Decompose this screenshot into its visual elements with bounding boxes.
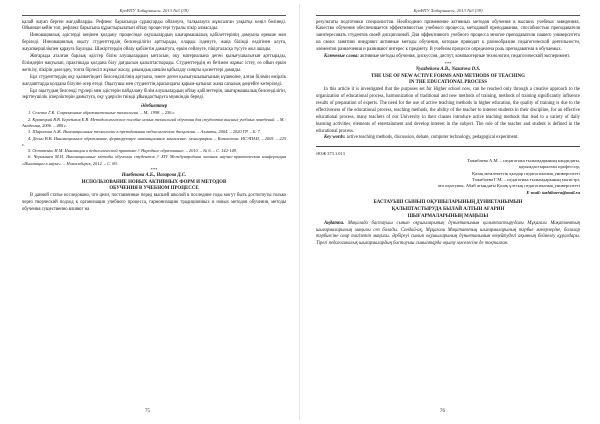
article-title: THE USE OF NEW ACTIVE FORMS AND METHODS OF TEACHING (371, 73, 525, 79)
article-title: ИСПОЛЬЗОВАНИЕ НОВЫХ АКТИВНЫХ ФОРМ И МЕТОДОВ (81, 179, 227, 185)
article-title: БАСТАУЫШ СЫНЫП ОҚУШЫЛАРЫНЫҢ ДҮНИЕТАНЫМЫН (373, 200, 523, 206)
references-heading: Әдебиеттер (140, 104, 168, 110)
article-authors: Ниябекова А.Б., Назарова Д.С. (121, 173, 187, 179)
affiliation-line: қауымдастырылған профессор, (518, 164, 580, 170)
running-head: ҚазҰПУ Хабаршысы, 2013 №3 (39) (316, 8, 580, 16)
affiliation-line: Тажибаева Г.М. – педагогика ғылымдарының магистрі, (471, 177, 580, 182)
keywords-label: Ключевые слова: (324, 54, 359, 60)
paragraph: Бұл студенттердің оқу қызметіндегі белсенділігінің артуына, пәнге деген қызығушылығының күшеюіне, алған білімін өмірлік жағдаяттарда қолдана білуіне әсер етеді. Оқытушы мен студенттің арасындағы қарым-қатынас жаңа сапалық деңгейге көтеріледі. (22, 74, 286, 87)
right-page (300, 0, 600, 424)
keywords-text: active teaching methods, discussion, debate, computer technology, pedagogical experiment. (346, 135, 519, 141)
abstract: In this article it is investigated that the purposes set for Higher school now, can be reached only through a creative approach to the organization of educational process, harmonization of traditional and new methods of training, methods of training significantly influence results of preparation of experts. The need for the use of active teaching methods in higher education, the quality of training is due to the effectiveness of the educational process, teaching methods, the ability of the teacher to interest students in their discipline, for an effective educational process, many teachers of our University in their classes introduce active teaching methods that lead to a variety of daily learning activities, elements of entertainment and develop interest in the subject. The role of the teacher and student is defined in the educational process. (316, 87, 580, 134)
page-number: 75 (145, 409, 150, 414)
page-number: 76 (440, 409, 445, 414)
reference-item: 1. Селевко Г.К. Современные образовательные технологии. – М., 1998. – 256 с. (28, 110, 176, 116)
reference-item: 3. Шарипова А.Ж. Инновационные технологии в преподавании педагогических дисциплин. – Алматы, 2004. – 2020 ГР. – Б. 7. (28, 129, 261, 135)
paragraph: қалай жауап берген жағдайларды. Рефлекс барысында сұрақтарды ойлануға, талқылауға жұмсалған уақытқа көңіл бөлінеді. Ойыннан кейін топ, рефлекс барысына құрастырылатын ойлау процестері туралы пікір алмасады. (22, 19, 286, 32)
affiliation-line: Тажибаева А.М. – педагогика ғылымдарының кандидаты, (466, 157, 580, 163)
article-title: ҚАЛЫПТАСТЫРУДА БЫЛАЙ АЛТЫН АҒАРИН (391, 207, 505, 213)
reference-item: 4. Десни В.В. Инновационное образование, формирующее инновационное мышление: монография. – Казахстан: ИСЭПАИ, – 2005. – 225 с. (22, 135, 286, 147)
article-title: ОБУЧЕНИЯ В УЧЕБНОМ ПРОЦЕССЕ (109, 186, 199, 192)
abstract-label: Аңдатпа. (324, 220, 345, 226)
keywords-text: активные методы обучения, дискуссия, диспут, компьютерные технологии, педагогический эксперимент. (360, 54, 571, 60)
paragraph: В данной статье исследовано, что цели, поставленные перед высшей школой в последние годы могут быть достигнуты только через творческий подход к организации учебного процесса, гармонизацию традиционных и новых методов обучения, методы обучения существенно влияют на (22, 193, 286, 213)
article-title: ШЫҒАРМАЛАРЫНЫҢ МАҢЫЗЫ (407, 213, 489, 219)
keywords (316, 135, 580, 142)
reference-item: 6. Чернышев М.И. Инновационные методы обучения студентов // XIV Международная заочная научно-практическая конференция «Инновации в науке». – Новосибирск, 2012. – С. 80. (22, 154, 286, 166)
paragraph: Инновациялық әдістерді кеңінен қолдану процесінде оқушылардың шығармашылық қабілеттерінің дамуына ерекше мән беріледі. Инновациялық оқыту студенттердің белсенділігін арттырады, оларды ізденуге, жаңа білімді өздігінен алуға, жауапкершілікпен қарауға баулиды. Шәкірттердің ойлау қабілетін дамытуға, еркін сөйлеуге, пікірталасқа түсуге жол ашады. (22, 33, 286, 53)
paragraph: результаты подготовки специалистов. Необходимо применение активных методов обучения в высших учебных заведениях. Качество обучения обеспечивается эффективностью учебного процесса, методикой преподавания, способностью преподавателя заинтересовать студентов своей дисциплиной. Для эффективного учебного процесса многие преподаватели нашего университета на своих занятиях внедряют активные методы обучения, которые приводят к разнообразию педагогической деятельности, элементов развлечения и развивают интерес к предмету. В учебном процессе определена роль преподавателя в обучаемых. (316, 19, 580, 53)
keywords-label: Key words: (324, 135, 346, 141)
separator: *** (444, 60, 452, 66)
udc-code: ӘОЖ 373.1.013 (316, 151, 345, 157)
paragraph: Бұл оқытудың белсенді түрлері мен әдістерін пайдалану білім алушылардың ойлау қабілеттерін, шығармашылық белсенділігін, зерттеушілік іскерліктерін дамытуға, оқу үдерісін тиімді ұйымдастыруға мүмкіндік береді. (22, 88, 286, 101)
abstract-text: Мақалада бастауыш сынып оқушыларының дүниетанымын қалыптастырудағы Мұқағали Мақатаевтың шығармаларының маңызы сөз болады. Сондай-ақ, Мұқағали Мақатаевтың шығармаларының тәрбие мәнерлеріне, балалар тәрбиесіне олар тигізетін маңызы. Әрбіреуі сынып оқушыларының дүниетанымын кеңейтудегі ақынның бейнелеу құралдары. Тірегі педагогикалық шығармалардың бастауыш сыныптарда оқыту мәселесіне де тоқталған. (316, 220, 580, 247)
affiliation-line: Қазақ мемлекеттік қыздар педагогикалық университеті (472, 170, 580, 176)
separator: *** (150, 167, 158, 173)
article-title: IN THE EDUCATIONAL PROCESS (409, 80, 487, 86)
section-rule (316, 146, 580, 147)
affiliation-line: аға оқытушы, Абай атындағы Қазақ ұлттық педагогикалық университеті (437, 183, 580, 189)
author-email: E-mail: tazhibaeva@mail.ru (526, 189, 580, 195)
keywords (316, 54, 580, 61)
running-head: ҚазҰПУ Хабаршысы, 2013 №3 (39) (22, 8, 286, 16)
article-authors: Nyazbekova A.B., Nazarova D.S. (415, 66, 481, 72)
reference-item: 5. Остапенко И.М. Инновации в педагогической практике // Народное образование. – 2010. – № 6. – С. 142-148. (28, 148, 237, 154)
paragraph: Жоғарыда аталған барлық әдістер білім алушылардың ынтасын, оқу материалына деген қызығушылығын арттырады, білімдерін нақтылап, практикада қолдана білу дағдысын қалыптастырады. Студенттердің өз бетімен жұмыс істеу, өз ойын еркін жеткізу, пікірін дәлелдеу, топта бірлесіп жұмыс жасау, ұжымдық шешім қабылдау сияқты қасиеттері дамиды. (22, 54, 286, 73)
abstract (316, 221, 580, 249)
reference-item: 2. Кравецкий В.В. Березиков Е.В. Методологическое пособие новых технологий обучения для студентов высших учебных заведений. – М.: Академия, 2006. – 480 с. (22, 116, 286, 128)
